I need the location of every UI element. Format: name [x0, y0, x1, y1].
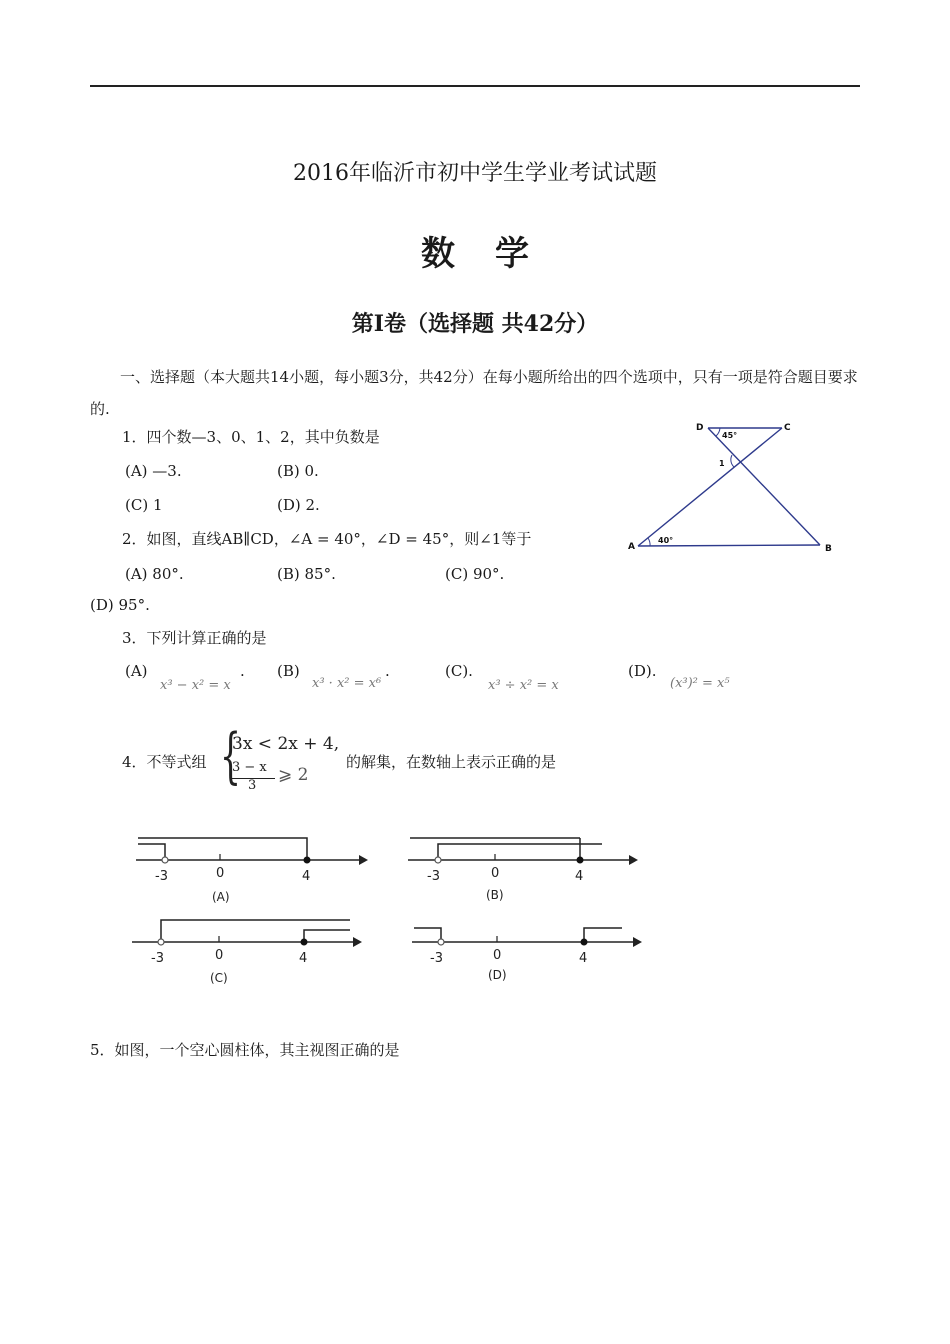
- point-a-label: A: [628, 542, 635, 552]
- point-b-label: B: [825, 544, 832, 554]
- question-1-stem: 1．四个数—3、0、1、2，其中负数是: [122, 428, 380, 446]
- question-5-stem: 5．如图，一个空心圆柱体，其主视图正确的是: [90, 1041, 400, 1059]
- angle-1-label: 1: [719, 459, 725, 468]
- axis-arrow: [633, 937, 642, 947]
- question-2-stem: 2．如图，直线AB∥CD，∠A = 40°，∠D = 45°，则∠1等于: [122, 530, 532, 548]
- question-3-option-a-dot: .: [240, 662, 245, 680]
- question-1-option-b: (B) 0.: [277, 462, 319, 480]
- option-label: (D): [488, 968, 507, 982]
- question-1-option-d: (D) 2.: [277, 496, 320, 514]
- tick-label-0: 0: [216, 866, 225, 881]
- number-line-b: [402, 830, 652, 910]
- top-rule: [90, 85, 860, 87]
- option-label: (A): [212, 890, 230, 904]
- parallel-lines-figure: [620, 415, 840, 560]
- point-c-label: C: [784, 423, 791, 433]
- inequality-line-1: 3x < 2x + 4,: [232, 734, 340, 754]
- tick-label-0: 0: [215, 948, 224, 963]
- number-line-d: [406, 912, 656, 992]
- angle-d-label: 45°: [722, 431, 738, 440]
- system-brace: {: [220, 721, 242, 791]
- axis-arrow: [629, 855, 638, 865]
- region-right-of-neg3: [161, 920, 350, 942]
- axis-arrow: [359, 855, 368, 865]
- question-3-option-a-expression: x³ − x² = x: [160, 678, 231, 693]
- question-2-option-b: (B) 85°.: [277, 565, 336, 583]
- tick-label-neg3: -3: [151, 951, 164, 966]
- question-3-option-b-label: (B): [277, 662, 300, 680]
- region-right-of-4: [584, 928, 622, 942]
- inequality-numerator: 3 − x: [232, 760, 267, 775]
- question-2-option-d: (D) 95°.: [90, 596, 150, 614]
- question-4-prefix: 4．不等式组: [122, 753, 207, 771]
- number-line-a: [130, 830, 380, 910]
- question-3-option-b-expression: x³ · x² = x⁶: [312, 676, 382, 691]
- question-2-option-a: (A) 80°.: [125, 565, 184, 583]
- tick-label-4: 4: [299, 951, 308, 966]
- subject-title: 数学: [421, 234, 569, 274]
- tick-label-neg3: -3: [430, 951, 443, 966]
- inequality-relation: ⩾ 2: [278, 765, 309, 785]
- region-left-of-neg3: [414, 928, 441, 942]
- axis-arrow: [353, 937, 362, 947]
- angle-a-label: 40°: [658, 536, 674, 545]
- question-1-option-c: (C) 1: [125, 496, 163, 514]
- closed-point-4: [304, 857, 311, 864]
- exam-title: 2016年临沂市初中学生学业考试试题: [293, 161, 657, 186]
- angle-a-arc: [648, 538, 650, 546]
- open-point-neg3: [435, 857, 441, 863]
- tick-label-0: 0: [493, 948, 502, 963]
- line-ab: [638, 545, 820, 546]
- question-3-option-a-label: (A): [125, 662, 148, 680]
- point-d-label: D: [696, 423, 704, 433]
- tick-label-0: 0: [491, 866, 500, 881]
- closed-point-4: [301, 939, 308, 946]
- tick-label-4: 4: [575, 869, 584, 884]
- open-point-neg3: [162, 857, 168, 863]
- region-right-of-neg3: [438, 844, 602, 860]
- question-3-option-c-expression: x³ ÷ x² = x: [488, 678, 559, 693]
- angle-1-arc: [731, 455, 734, 467]
- tick-label-4: 4: [302, 869, 311, 884]
- question-3-option-c-label: (C).: [445, 662, 473, 680]
- closed-point-4: [577, 857, 584, 864]
- option-label: (B): [486, 888, 504, 902]
- inequality-denominator: 3: [248, 778, 257, 793]
- open-point-neg3: [438, 939, 444, 945]
- question-3-option-b-dot: .: [385, 662, 390, 680]
- line-db: [708, 428, 820, 545]
- question-2-option-c: (C) 90°.: [445, 565, 505, 583]
- question-3-option-d-label: (D).: [628, 662, 657, 680]
- tick-label-4: 4: [579, 951, 588, 966]
- question-3-stem: 3．下列计算正确的是: [122, 629, 267, 647]
- option-label: (C): [210, 971, 228, 985]
- section-title: 第Ⅰ卷（选择题 共42分）: [351, 311, 599, 337]
- line-ac: [638, 428, 782, 546]
- region-left-of-neg3: [138, 844, 165, 860]
- closed-point-4: [581, 939, 588, 946]
- region-right-of-4: [304, 930, 350, 942]
- question-1-option-a: (A) —3.: [125, 462, 182, 480]
- question-4-suffix: 的解集，在数轴上表示正确的是: [346, 753, 557, 771]
- section-instructions: 一、选择题（本大题共14小题，每小题3分，共42分）在每小题所给出的四个选项中，只有一项是符合题目要求的.: [90, 368, 858, 418]
- open-point-neg3: [158, 939, 164, 945]
- tick-label-neg3: -3: [427, 869, 440, 884]
- question-3-option-d-expression: (x³)² = x⁵: [670, 676, 730, 691]
- tick-label-neg3: -3: [155, 869, 168, 884]
- region-left-of-4: [138, 838, 307, 860]
- number-line-c: [128, 912, 378, 992]
- angle-d-arc: [716, 428, 720, 436]
